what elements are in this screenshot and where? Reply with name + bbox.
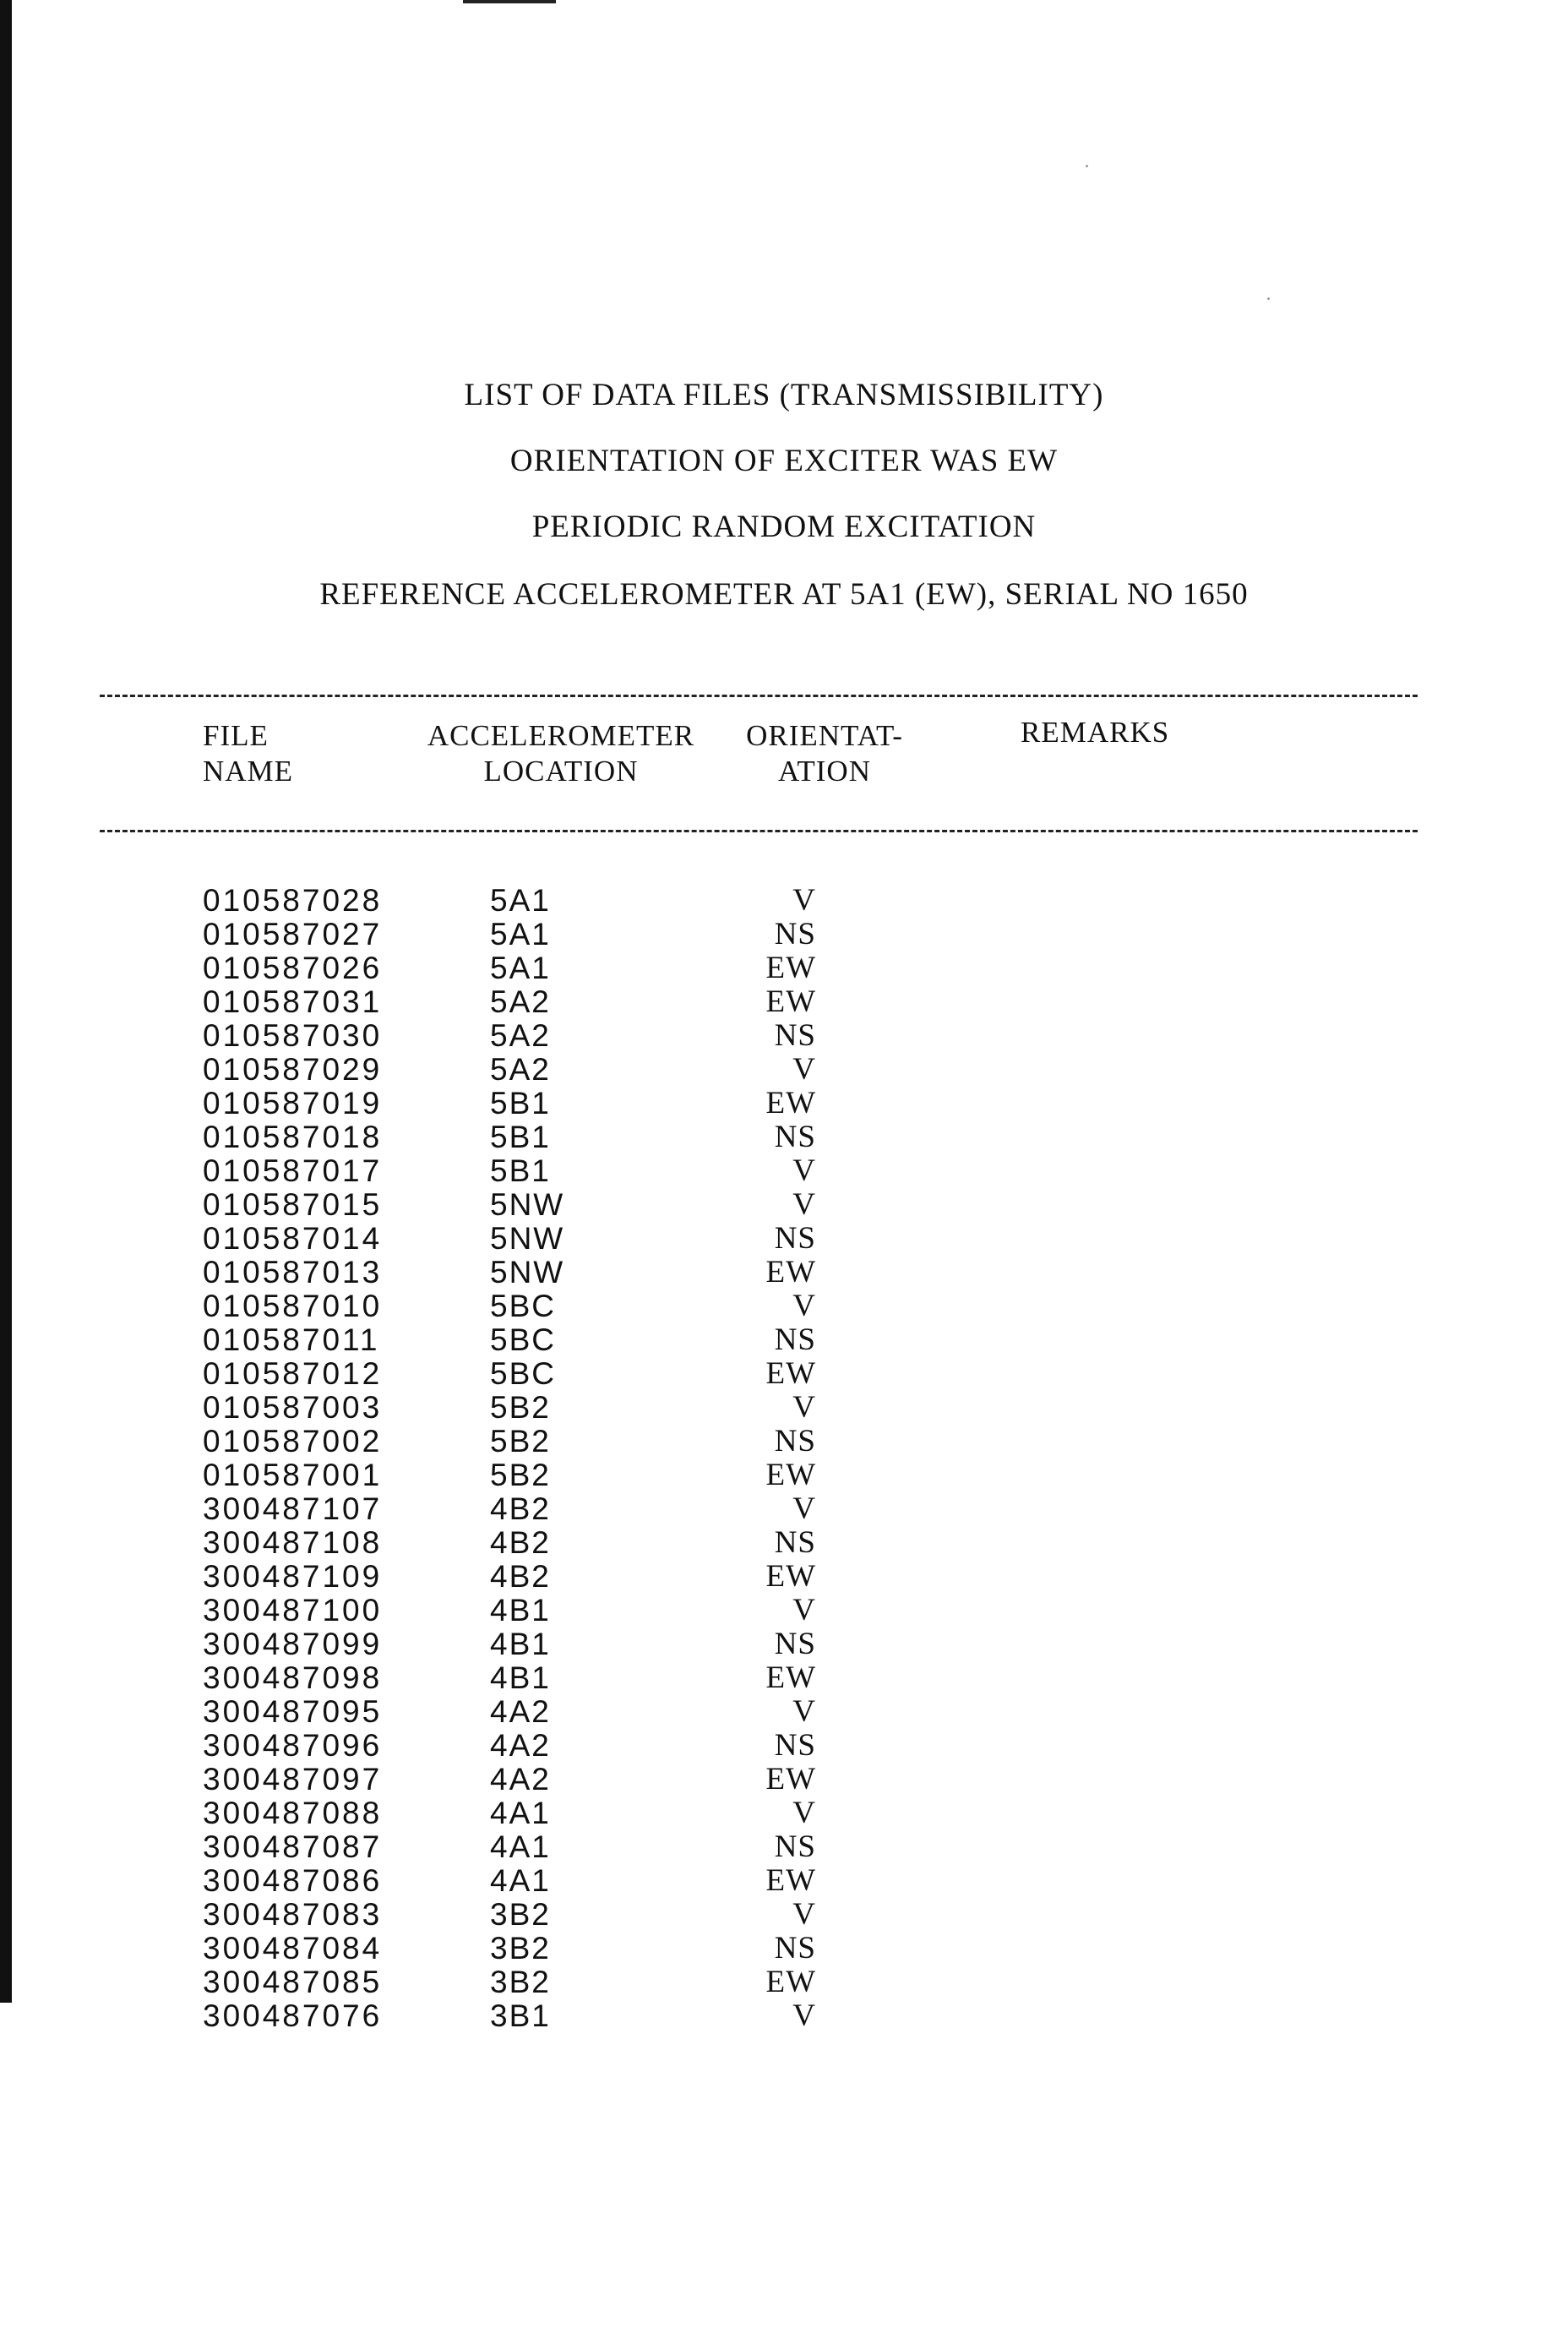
orientation-cell: NS [774, 1728, 816, 1763]
table-row [0, 1222, 1568, 1256]
location-cell: 3B2 [490, 1931, 551, 1966]
file-name-cell: 300487108 [203, 1525, 383, 1560]
orientation-cell: EW [765, 1660, 816, 1695]
table-row [0, 1898, 1568, 1932]
location-cell: 4A1 [490, 1829, 551, 1864]
location-cell: 5A2 [490, 984, 551, 1019]
orientation-cell: NS [774, 917, 816, 951]
column-header-line: ORIENTAT- [746, 719, 903, 752]
location-cell: 4B2 [490, 1491, 551, 1526]
table-row [0, 951, 1568, 985]
table-row [0, 1830, 1568, 1864]
location-cell: 5A1 [490, 883, 551, 918]
file-name-cell: 300487076 [203, 1998, 383, 2033]
column-header-line: NAME [203, 755, 294, 788]
table-row [0, 1323, 1568, 1357]
scan-top-mark [463, 0, 556, 3]
table-top-rule [100, 695, 1418, 697]
file-name-cell: 300487097 [203, 1762, 383, 1797]
location-cell: 5B2 [490, 1424, 551, 1458]
file-name-cell: 010587002 [203, 1424, 383, 1458]
file-name-cell: 300487109 [203, 1559, 383, 1594]
table-row [0, 1763, 1568, 1797]
location-cell: 5BC [490, 1322, 556, 1357]
location-cell: 5NW [490, 1187, 565, 1222]
file-name-cell: 010587003 [203, 1390, 383, 1425]
table-row [0, 1594, 1568, 1627]
file-name-cell: 010587011 [203, 1322, 380, 1357]
orientation-cell: EW [765, 951, 816, 985]
location-cell: 5B2 [490, 1458, 551, 1492]
location-cell: 5A2 [490, 1018, 551, 1053]
table-row [0, 1357, 1568, 1391]
file-name-cell: 010587010 [203, 1289, 383, 1323]
location-cell: 3B2 [490, 1897, 551, 1932]
file-name-cell: 300487085 [203, 1965, 383, 1999]
orientation-cell: V [792, 1897, 816, 1932]
file-name-cell: 010587018 [203, 1120, 383, 1154]
file-name-cell: 300487098 [203, 1660, 383, 1695]
file-name-cell: 010587026 [203, 951, 383, 985]
table-row [0, 1797, 1568, 1830]
table-row [0, 884, 1568, 918]
file-name-cell: 010587031 [203, 984, 383, 1019]
location-cell: 5B2 [490, 1390, 551, 1425]
orientation-cell: NS [774, 1221, 816, 1256]
location-cell: 4B1 [490, 1660, 551, 1695]
table-row [0, 1188, 1568, 1222]
table-row [0, 985, 1568, 1019]
scan-speck [1267, 297, 1270, 300]
table-row [0, 1627, 1568, 1661]
orientation-cell: NS [774, 1829, 816, 1864]
table-row [0, 1526, 1568, 1560]
orientation-cell: V [792, 1593, 816, 1627]
orientation-cell: NS [774, 1424, 816, 1458]
file-name-cell: 300487099 [203, 1627, 383, 1661]
table-row [0, 1932, 1568, 1966]
location-cell: 4A2 [490, 1728, 551, 1763]
column-header-line: ACCELEROMETER [427, 719, 695, 752]
file-name-cell: 300487096 [203, 1728, 383, 1763]
file-name-cell: 300487086 [203, 1863, 383, 1898]
table-row [0, 1966, 1568, 1999]
table-row [0, 1289, 1568, 1323]
orientation-cell: V [792, 1694, 816, 1729]
file-name-cell: 010587014 [203, 1221, 383, 1256]
table-row [0, 1053, 1568, 1087]
excitation-type-line: PERIODIC RANDOM EXCITATION [531, 510, 1037, 544]
table-row [0, 1154, 1568, 1188]
location-cell: 4A2 [490, 1694, 551, 1729]
column-header-remarks: REMARKS [1021, 716, 1170, 749]
orientation-cell: V [792, 1153, 816, 1188]
table-row [0, 1425, 1568, 1458]
location-cell: 5BC [490, 1289, 556, 1323]
file-name-cell: 300487084 [203, 1931, 383, 1966]
location-cell: 5NW [490, 1255, 565, 1289]
orientation-cell: V [792, 1289, 816, 1323]
table-row [0, 1458, 1568, 1492]
orientation-cell: NS [774, 1931, 816, 1966]
table-row [0, 1695, 1568, 1729]
file-name-cell: 010587012 [203, 1356, 383, 1391]
location-cell: 5B1 [490, 1153, 551, 1188]
location-cell: 3B1 [490, 1998, 551, 2033]
location-cell: 5NW [490, 1221, 565, 1256]
location-cell: 5A1 [490, 951, 551, 985]
column-header-orientation [732, 718, 917, 789]
orientation-cell: NS [774, 1322, 816, 1357]
reference-accelerometer-line: REFERENCE ACCELEROMETER AT 5A1 (EW), SERIAL NO 1650 [319, 577, 1249, 612]
orientation-cell: V [792, 1796, 816, 1830]
location-cell: 4B1 [490, 1627, 551, 1661]
location-cell: 5B1 [490, 1086, 551, 1120]
location-cell: 3B2 [490, 1965, 551, 1999]
document-title: LIST OF DATA FILES (TRANSMISSIBILITY) [464, 378, 1104, 412]
file-name-cell: 300487095 [203, 1694, 383, 1729]
file-name-cell: 010587001 [203, 1458, 383, 1492]
table-row [0, 1661, 1568, 1695]
orientation-cell: V [792, 1187, 816, 1222]
location-cell: 5BC [490, 1356, 556, 1391]
file-name-cell: 300487107 [203, 1491, 383, 1526]
file-name-cell: 300487087 [203, 1829, 383, 1864]
orientation-cell: EW [765, 984, 816, 1019]
orientation-cell: EW [765, 1863, 816, 1898]
location-cell: 5A1 [490, 917, 551, 951]
column-header-line: LOCATION [483, 755, 639, 788]
orientation-cell: V [792, 1390, 816, 1425]
table-row [0, 1864, 1568, 1898]
orientation-cell: EW [765, 1086, 816, 1120]
column-header-line: ATION [778, 755, 871, 788]
file-name-cell: 010587013 [203, 1255, 383, 1289]
data-file-table [0, 884, 1568, 2033]
column-header-accelerometer-location [427, 718, 695, 789]
orientation-cell: V [792, 1491, 816, 1526]
exciter-orientation-line: ORIENTATION OF EXCITER WAS EW [509, 444, 1059, 478]
orientation-cell: EW [765, 1255, 816, 1289]
file-name-cell: 010587028 [203, 883, 383, 918]
file-name-cell: 300487088 [203, 1796, 383, 1830]
table-row [0, 1391, 1568, 1425]
column-header-file-name [203, 718, 293, 789]
table-row [0, 1560, 1568, 1594]
location-cell: 4B2 [490, 1559, 551, 1594]
table-row [0, 1256, 1568, 1289]
table-row [0, 1999, 1568, 2033]
file-name-cell: 010587019 [203, 1086, 383, 1120]
location-cell: 4A1 [490, 1863, 551, 1898]
table-row [0, 1729, 1568, 1763]
location-cell: 4B2 [490, 1525, 551, 1560]
table-header-rule [100, 830, 1418, 832]
column-header-line: FILE [203, 719, 269, 752]
orientation-cell: EW [765, 1965, 816, 1999]
orientation-cell: EW [765, 1356, 816, 1391]
table-row [0, 1492, 1568, 1526]
location-cell: 5B1 [490, 1120, 551, 1154]
file-name-cell: 010587027 [203, 917, 383, 951]
orientation-cell: NS [774, 1525, 816, 1560]
orientation-cell: NS [774, 1120, 816, 1154]
table-row [0, 1087, 1568, 1120]
file-name-cell: 300487100 [203, 1593, 383, 1627]
file-name-cell: 010587030 [203, 1018, 383, 1053]
orientation-cell: V [792, 1998, 816, 2033]
orientation-cell: V [792, 1052, 816, 1087]
location-cell: 4A2 [490, 1762, 551, 1797]
table-row [0, 918, 1568, 951]
file-name-cell: 300487083 [203, 1897, 383, 1932]
file-name-cell: 010587015 [203, 1187, 383, 1222]
location-cell: 5A2 [490, 1052, 551, 1087]
orientation-cell: EW [765, 1458, 816, 1492]
file-name-cell: 010587017 [203, 1153, 383, 1188]
file-name-cell: 010587029 [203, 1052, 383, 1087]
orientation-cell: V [792, 883, 816, 918]
table-row [0, 1120, 1568, 1154]
location-cell: 4B1 [490, 1593, 551, 1627]
scan-speck [1086, 165, 1088, 167]
orientation-cell: NS [774, 1018, 816, 1053]
location-cell: 4A1 [490, 1796, 551, 1830]
orientation-cell: EW [765, 1559, 816, 1594]
orientation-cell: EW [765, 1762, 816, 1797]
orientation-cell: NS [774, 1627, 816, 1661]
table-row [0, 1019, 1568, 1053]
